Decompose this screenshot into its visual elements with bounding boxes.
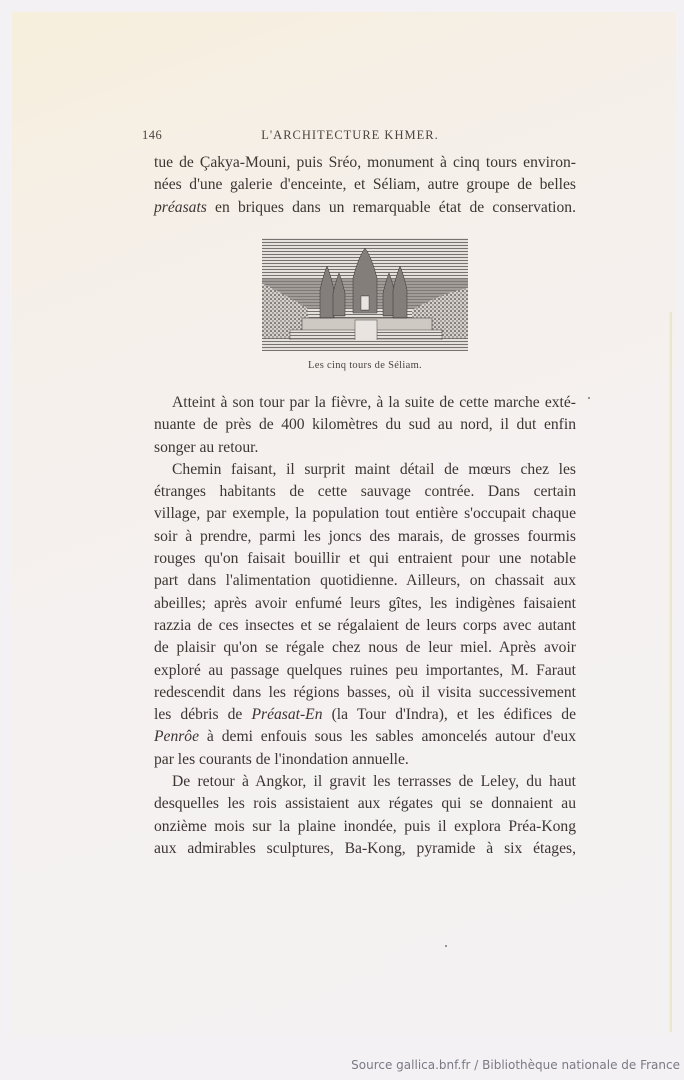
italic-term: Préasat-En bbox=[251, 706, 323, 724]
text-segment: à demi enfouis sous les sables amoncelés autour d'eux bbox=[199, 728, 576, 746]
text-line bbox=[154, 726, 576, 748]
source-attribution: Source gallica.bnf.fr / Bibliothèque nationale de France bbox=[351, 1058, 680, 1072]
text-line: abeilles; après avoir enfumé leurs gîtes, les indigènes faisaient bbox=[154, 594, 576, 612]
running-header bbox=[130, 128, 570, 148]
text-line: redescendit dans les régions basses, où il visita successivement bbox=[154, 683, 576, 701]
page-number: 146 bbox=[142, 128, 163, 142]
ink-speck bbox=[588, 397, 590, 399]
text-line: soir à prendre, parmi les joncs des marais, de grosses fourmis bbox=[154, 527, 576, 545]
text-segment: (la Tour d'Indra), et les édifices de bbox=[322, 706, 576, 724]
text-line: rouges qu'on faisait bouillir et qui entraient pour une notable bbox=[154, 550, 576, 568]
figure-caption: Les cinq tours de Séliam. bbox=[308, 360, 422, 371]
text-line: Atteint à son tour par la fièvre, à la suite de cette marche exté- bbox=[172, 394, 576, 411]
text-line bbox=[154, 197, 576, 219]
text-line: de plaisir qu'on se régale chez nous de leur miel. Après avoir bbox=[154, 639, 576, 657]
seliam-towers-engraving bbox=[262, 238, 468, 351]
running-title: L'ARCHITECTURE KHMER. bbox=[261, 128, 439, 142]
text-line: songer au retour. bbox=[154, 438, 259, 456]
text-line: desquelles les rois assistaient aux régates qui se donnaient au bbox=[154, 795, 576, 813]
text-line: exploré au passage quelques ruines peu importantes, M. Faraut bbox=[154, 661, 576, 679]
paragraph-block-2 bbox=[154, 392, 576, 860]
text-line: nées d'une galerie d'enceinte, et Séliam, autre groupe de belles bbox=[154, 176, 576, 194]
text-line: razzia de ces insectes et se régalaient de leurs corps avec autant bbox=[154, 616, 576, 634]
page-edge bbox=[669, 312, 672, 1032]
text-segment: en briques dans un remarquable état de conservation. bbox=[206, 198, 576, 216]
text-line: De retour à Angkor, il gravit les terrasses de Leley, du haut bbox=[172, 773, 576, 791]
text-line: part dans l'alimentation quotidienne. Ailleurs, on chassait aux bbox=[154, 572, 576, 590]
text-line: par les courants de l'inondation annuelle. bbox=[154, 750, 409, 768]
text-line: village, par exemple, la population tout entière s'occupait chaque bbox=[154, 505, 576, 523]
text-line: Chemin faisant, il surprit maint détail de mœurs chez les bbox=[172, 460, 576, 478]
text-line: tue de Çakya-Mouni, puis Sréo, monument à cinq tours environ- bbox=[154, 154, 576, 171]
text-line: onzième mois sur la plaine inondée, puis il explora Préa-Kong bbox=[154, 817, 576, 835]
ground bbox=[262, 340, 468, 351]
italic-term: préasats bbox=[154, 198, 207, 216]
paragraph-block-1 bbox=[154, 152, 576, 219]
text-segment: les débris de bbox=[154, 706, 252, 724]
text-line: nuante de près de 400 kilomètres du sud au nord, il dut enfin bbox=[154, 416, 576, 434]
text-line bbox=[154, 704, 576, 726]
italic-term: Penrôe bbox=[154, 728, 200, 746]
text-line: aux admirables sculptures, Ba-Kong, pyramide à six étages, bbox=[154, 839, 576, 857]
ink-speck bbox=[445, 945, 447, 947]
engraving-illustration bbox=[262, 238, 468, 351]
text-line: étranges habitants de cette sauvage contrée. Dans certain bbox=[154, 483, 576, 501]
